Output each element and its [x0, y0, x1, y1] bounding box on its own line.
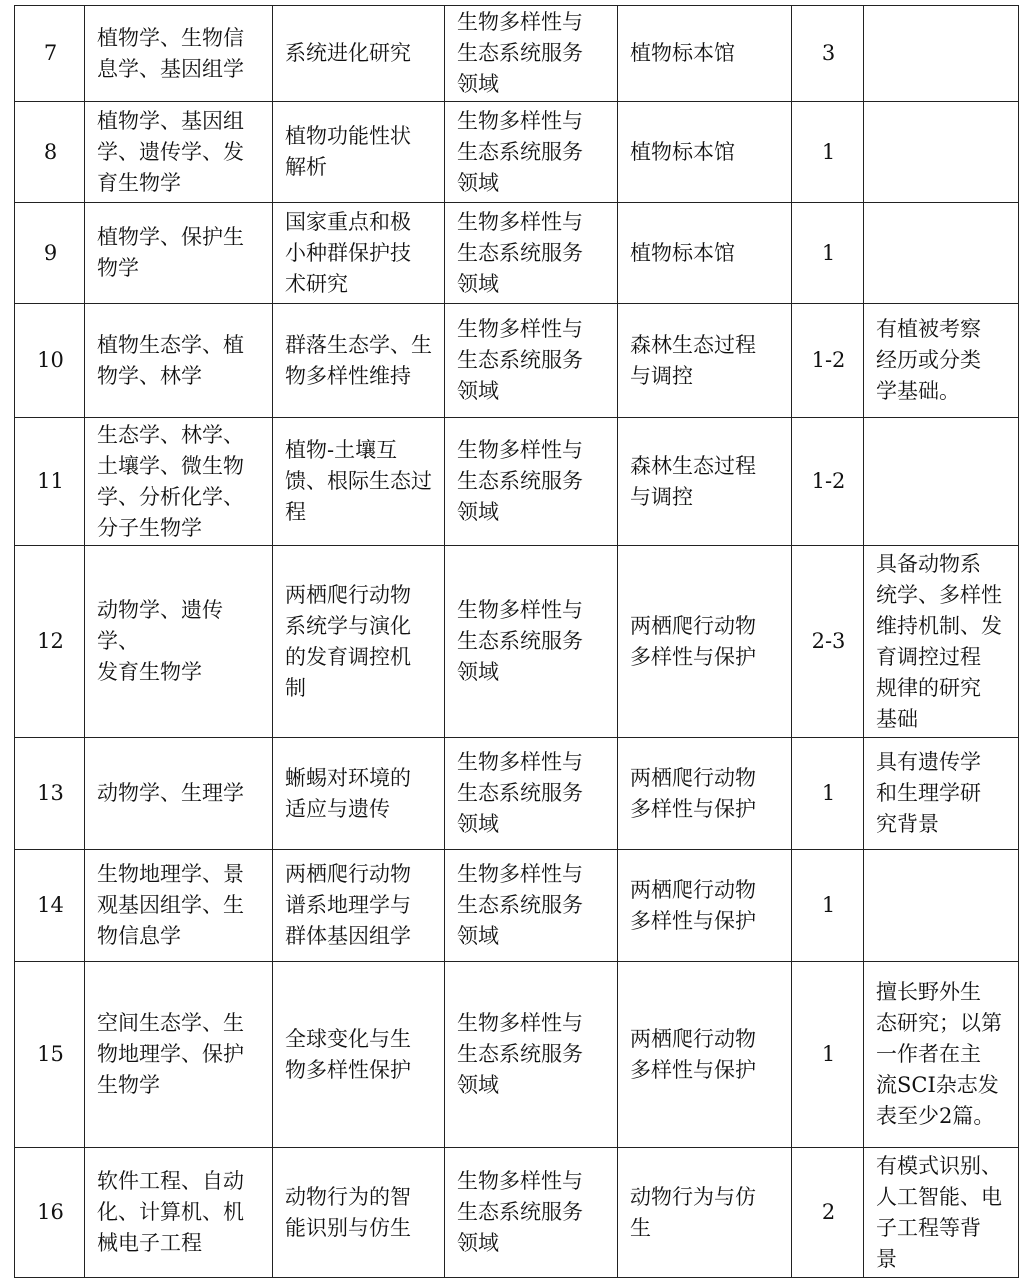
requirement-cell: [864, 203, 1019, 304]
row-number-cell: 15: [15, 962, 85, 1148]
research-direction-cell: 两栖爬行动物 谱系地理学与 群体基因组学: [273, 850, 445, 962]
count-cell: 1: [792, 962, 864, 1148]
requirement-cell: [864, 850, 1019, 962]
requirement-cell: 有模式识别、 人工智能、电 子工程等背 景: [864, 1148, 1019, 1278]
row-number-cell: 12: [15, 546, 85, 738]
research-direction-cell: 群落生态学、生 物多样性维持: [273, 304, 445, 418]
requirement-cell: 擅长野外生 态研究；以第 一作者在主 流SCI杂志发 表至少2篇。: [864, 962, 1019, 1148]
row-number-cell: 8: [15, 102, 85, 203]
platform-cell: 森林生态过程 与调控: [618, 418, 792, 546]
count-cell: 1: [792, 203, 864, 304]
requirement-cell: [864, 418, 1019, 546]
major-cell: 植物学、保护生 物学: [85, 203, 273, 304]
major-cell: 动物学、生理学: [85, 738, 273, 850]
field-cell: 生物多样性与 生态系统服务 领域: [445, 738, 618, 850]
field-cell: 生物多样性与 生态系统服务 领域: [445, 203, 618, 304]
row-number-cell: 16: [15, 1148, 85, 1278]
research-direction-cell: 植物-土壤互 馈、根际生态过 程: [273, 418, 445, 546]
table-row: [15, 418, 1019, 546]
row-number-cell: 7: [15, 6, 85, 102]
major-cell: 生态学、林学、 土壤学、微生物 学、分析化学、 分子生物学: [85, 418, 273, 546]
major-cell: 空间生态学、生 物地理学、保护 生物学: [85, 962, 273, 1148]
row-number-cell: 11: [15, 418, 85, 546]
research-direction-cell: 两栖爬行动物 系统学与演化 的发育调控机 制: [273, 546, 445, 738]
major-cell: 植物学、基因组 学、遗传学、发 育生物学: [85, 102, 273, 203]
field-cell: 生物多样性与 生态系统服务 领域: [445, 850, 618, 962]
table-row: [15, 850, 1019, 962]
field-cell: 生物多样性与 生态系统服务 领域: [445, 6, 618, 102]
count-cell: 1-2: [792, 304, 864, 418]
major-cell: 生物地理学、景 观基因组学、生 物信息学: [85, 850, 273, 962]
research-direction-cell: 蜥蜴对环境的 适应与遗传: [273, 738, 445, 850]
platform-cell: 两栖爬行动物 多样性与保护: [618, 738, 792, 850]
major-cell: 植物学、生物信 息学、基因组学: [85, 6, 273, 102]
platform-cell: 两栖爬行动物 多样性与保护: [618, 962, 792, 1148]
requirement-cell: 有植被考察 经历或分类 学基础。: [864, 304, 1019, 418]
platform-cell: 植物标本馆: [618, 6, 792, 102]
field-cell: 生物多样性与 生态系统服务 领域: [445, 962, 618, 1148]
count-cell: 1: [792, 102, 864, 203]
row-number-cell: 9: [15, 203, 85, 304]
research-direction-cell: 植物功能性状 解析: [273, 102, 445, 203]
field-cell: 生物多样性与 生态系统服务 领域: [445, 1148, 618, 1278]
field-cell: 生物多样性与 生态系统服务 领域: [445, 546, 618, 738]
row-number-cell: 14: [15, 850, 85, 962]
platform-cell: 植物标本馆: [618, 203, 792, 304]
major-cell: 动物学、遗传学、 发育生物学: [85, 546, 273, 738]
major-cell: 植物生态学、植 物学、林学: [85, 304, 273, 418]
count-cell: 1-2: [792, 418, 864, 546]
row-number-cell: 10: [15, 304, 85, 418]
requirement-cell: [864, 6, 1019, 102]
requirement-cell: [864, 102, 1019, 203]
field-cell: 生物多样性与 生态系统服务 领域: [445, 102, 618, 203]
row-number-cell: 13: [15, 738, 85, 850]
count-cell: 1: [792, 738, 864, 850]
table-row: [15, 738, 1019, 850]
table-row: [15, 546, 1019, 738]
field-cell: 生物多样性与 生态系统服务 领域: [445, 304, 618, 418]
research-direction-cell: 动物行为的智 能识别与仿生: [273, 1148, 445, 1278]
platform-cell: 两栖爬行动物 多样性与保护: [618, 546, 792, 738]
major-cell: 软件工程、自动 化、计算机、机 械电子工程: [85, 1148, 273, 1278]
count-cell: 3: [792, 6, 864, 102]
table-row: [15, 962, 1019, 1148]
field-cell: 生物多样性与 生态系统服务 领域: [445, 418, 618, 546]
platform-cell: 植物标本馆: [618, 102, 792, 203]
count-cell: 1: [792, 850, 864, 962]
count-cell: 2-3: [792, 546, 864, 738]
research-direction-cell: 系统进化研究: [273, 6, 445, 102]
table-row: [15, 102, 1019, 203]
table-row: [15, 1148, 1019, 1278]
requirement-cell: 具有遗传学 和生理学研 究背景: [864, 738, 1019, 850]
platform-cell: 动物行为与仿 生: [618, 1148, 792, 1278]
requirement-cell: 具备动物系 统学、多样性 维持机制、发 育调控过程 规律的研究 基础: [864, 546, 1019, 738]
platform-cell: 两栖爬行动物 多样性与保护: [618, 850, 792, 962]
platform-cell: 森林生态过程 与调控: [618, 304, 792, 418]
count-cell: 2: [792, 1148, 864, 1278]
table-body: [15, 6, 1019, 1278]
table-row: [15, 203, 1019, 304]
table-row: [15, 6, 1019, 102]
table-row: [15, 304, 1019, 418]
recruitment-table: [14, 5, 1019, 1278]
research-direction-cell: 国家重点和极 小种群保护技 术研究: [273, 203, 445, 304]
research-direction-cell: 全球变化与生 物多样性保护: [273, 962, 445, 1148]
